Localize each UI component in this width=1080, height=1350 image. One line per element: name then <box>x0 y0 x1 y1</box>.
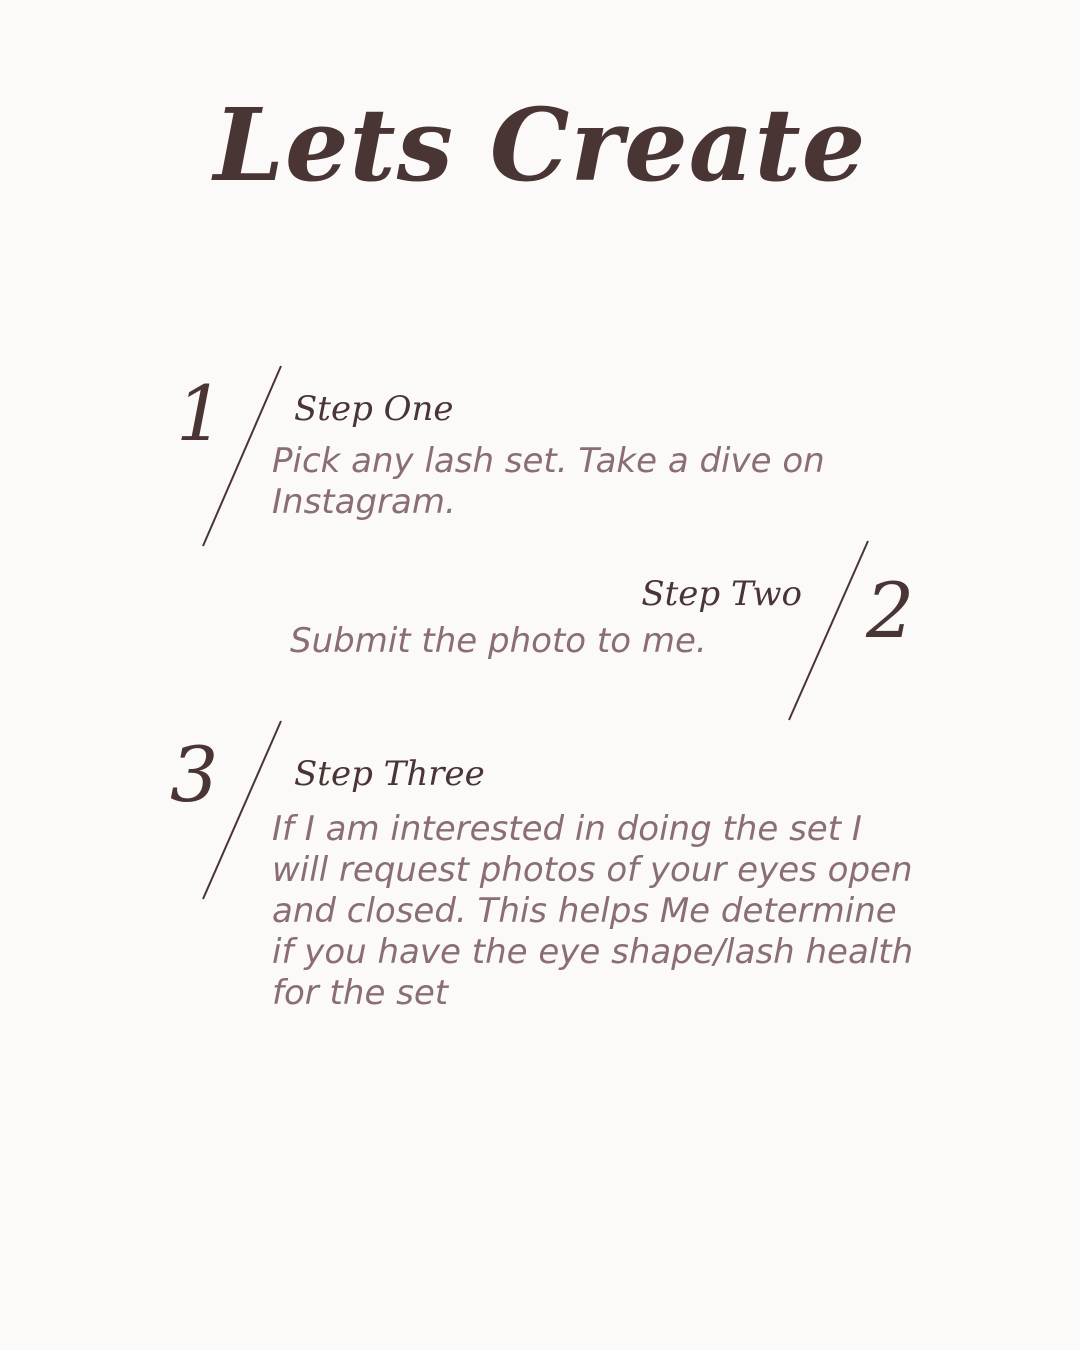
step-three-title: Step Three <box>294 754 485 794</box>
step-two-title: Step Two <box>641 574 802 614</box>
step-one-title: Step One <box>294 389 454 429</box>
step-one-text: Pick any lash set. Take a dive on Instagram. <box>272 441 825 522</box>
step-two-divider <box>789 541 868 720</box>
page-title: Lets Create <box>213 86 867 204</box>
step-three-text: If I am interested in doing the set I will request photos of your eyes open and closed. This helps Me determine if you have the eye shape/lash health for the set <box>272 809 914 1013</box>
step-three-number: 3 <box>170 730 219 819</box>
step-one-number: 1 <box>176 369 225 458</box>
step-two-text: Submit the photo to me. <box>290 621 707 661</box>
step-two-number: 2 <box>866 566 915 655</box>
